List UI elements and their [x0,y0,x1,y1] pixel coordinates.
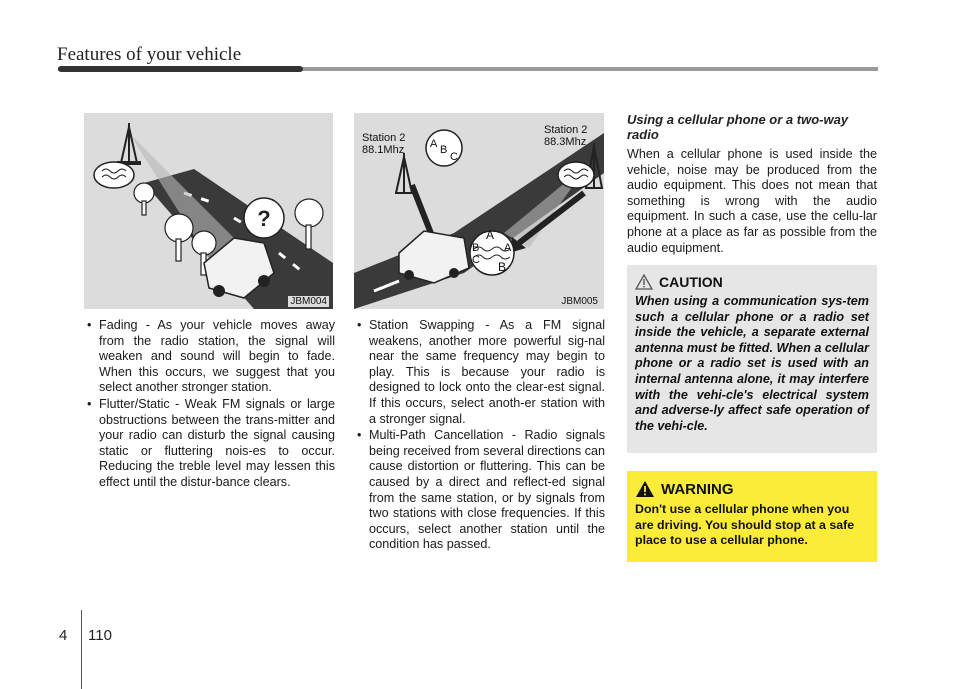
header-rule-accent [58,66,303,72]
station-left-name: Station 2 [362,132,406,144]
bubble-letter: B [472,242,480,254]
bullet-flutter-static: • Flutter/Static - Weak FM signals or large obstructions between the trans-mitter and your radio can disturb the signal causing static or fluttering nois-es to occur. Reducing the treble level may lessen this effect until the distur-bance clears. [85,397,335,491]
bullet-fading: • Fading - As your vehicle moves away from the radio station, the signal will weaken and sound will begin to fade. When this occurs, we suggest that you select another stronger station. [85,318,335,396]
footer-divider [81,610,82,689]
bubble-letter: A [430,138,438,150]
warning-triangle-icon [635,480,655,498]
bullet-station-swapping: • Station Swapping - As a FM signal weakens, another more powerful sig-nal near the same frequency may begin to play. This is because your radio is designed to lock onto the clear-est signal. If this occurs, select anoth-er station with a stronger signal. [355,318,605,427]
bubble-letter: B [440,144,448,156]
section-heading: Using a cellular phone or a two-way radio [627,112,849,142]
caution-title: CAUTION [659,274,723,290]
bubble-letter: A [504,242,512,254]
figure-fading [84,113,333,309]
bubble-letter: A [486,228,495,242]
warning-text: Don't use a cellular phone when you are driving. You should stop at a safe place to use a cellular phone. [635,502,855,548]
right-column [627,112,877,256]
page-header-title: Features of your vehicle [57,44,242,65]
chapter-number: 4 [59,627,68,644]
page-number: 110 [88,627,112,644]
bubble-letter: B [498,260,507,274]
caution-box [627,265,877,453]
warning-box [627,471,877,562]
left-column [85,318,335,492]
figure-code: JBM004 [290,296,327,307]
bubble-letter: C [450,151,458,163]
caution-triangle-icon [635,274,653,290]
middle-column [355,318,605,554]
fading-illustration [84,113,333,309]
station-right-freq: 88.3Mhz [544,136,587,148]
bullet-multipath: • Multi-Path Cancellation - Radio signals being received from several directions can cause distortion or fluttering. This can be caused by a direct and reflect-ed signal from the same station, or by signals from two stations with close frequencies. If this occurs, select another station until the condition has passed. [355,428,605,553]
section-paragraph: When a cellular phone is used inside the vehicle, noise may be produced from the audio equipment. This does not mean that something is wrong with the audio equipment. In such a case, use the cellu-lar phone at a place as far as possible from the audio equipment. [627,147,877,255]
station-right-name: Station 2 [544,124,588,136]
warning-title: WARNING [661,480,734,498]
bullet-list [85,318,335,491]
multipath-illustration [354,113,604,309]
figure-station-swapping [354,113,604,309]
figure-code: JBM005 [561,296,598,307]
bubble-letter: C [472,254,480,266]
station-left-freq: 88.1Mhz [362,144,405,156]
caution-text: When using a communication sys-tem such a cellular phone or a radio set inside the vehicle, a separate external antenna must be fitted. When a cellular phone or a radio set is used with an internal antenna alone, it may interfere with the vehi-cle's electrical system and adverse-ly affect safe operation of the vehi-cle. [635,294,869,433]
bullet-list [355,318,605,553]
question-mark: ? [257,206,271,231]
